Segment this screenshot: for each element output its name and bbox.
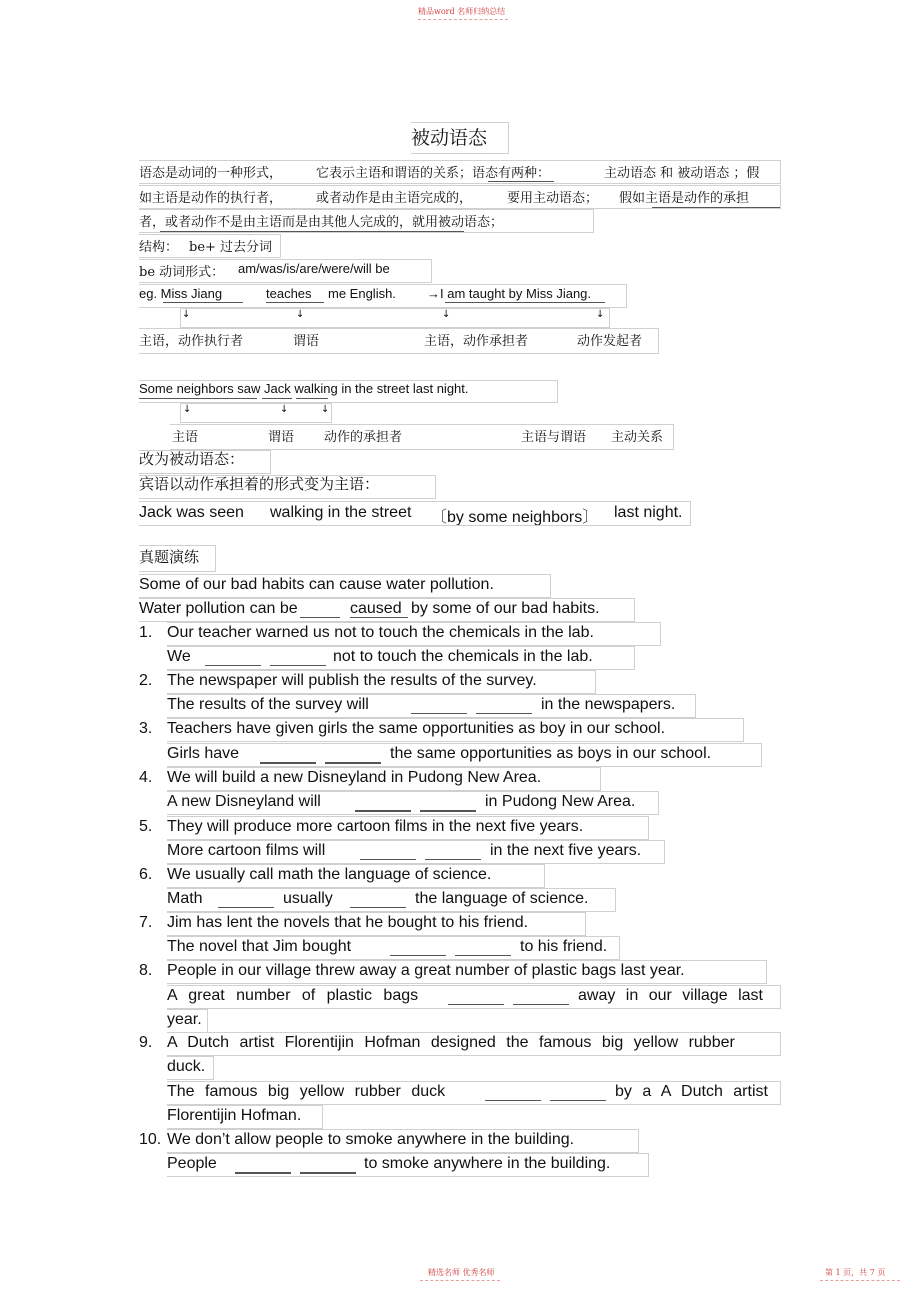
- item-active: Our teacher warned us not to touch the chemicals in the lab.: [167, 624, 594, 641]
- passive-part-1: Jack was seen: [139, 504, 244, 521]
- example2-underline-3: [296, 398, 328, 399]
- answer-blank[interactable]: [485, 1100, 541, 1101]
- answer-blank[interactable]: [205, 665, 261, 666]
- item-passive-start: A great number of plastic bags: [167, 987, 419, 1004]
- item-passive-mid: usually: [283, 890, 333, 907]
- item-passive-end: in the next five years.: [490, 842, 642, 859]
- intro-line1c: 主动语态 和 被动语态 ；假: [604, 166, 760, 181]
- item-passive-end: away in our village last: [578, 987, 763, 1004]
- answer-blank[interactable]: [420, 810, 476, 812]
- item-active: We don’t allow people to smoke anywhere in the building.: [167, 1131, 575, 1148]
- item-passive-end: in the newspapers.: [541, 696, 676, 713]
- page-header: 精品word 名师归纳总结: [418, 7, 506, 16]
- answer-blank[interactable]: [325, 762, 381, 764]
- structure-label: 结构：: [139, 240, 179, 255]
- example2-label-3: 动作的承担者: [324, 430, 403, 445]
- item-active: A Dutch artist Florentijin Hofman designed the famous big yellow rubber: [167, 1034, 735, 1051]
- item-number: 3.: [139, 720, 153, 737]
- example1-subject: eg. Miss Jiang: [139, 286, 223, 301]
- intro-underline-2: [652, 207, 780, 208]
- down-arrow-icon: ↓: [183, 404, 192, 415]
- footer-dash-line: [420, 1280, 500, 1281]
- intro-underline-1: [488, 181, 554, 182]
- item-active: Jim has lent the novels that he bought to his friend.: [167, 914, 529, 931]
- example2-underline-1: [139, 398, 257, 399]
- item-passive-end: the language of science.: [415, 890, 589, 907]
- be-forms: am/was/is/are/were/will be: [238, 261, 390, 276]
- sample-active: Some of our bad habits can cause water pollution.: [139, 576, 494, 593]
- item-passive-start: The novel that Jim bought: [167, 938, 352, 955]
- answer-blank[interactable]: [455, 955, 511, 956]
- answer-blank[interactable]: [390, 955, 446, 956]
- item-passive-end: in Pudong New Area.: [485, 793, 636, 810]
- passive-part-4: last night.: [614, 504, 683, 521]
- practice-heading: 真题演练: [139, 548, 200, 566]
- example2-underline-2: [262, 398, 292, 399]
- page-footer-center: 精选名师 优秀名师: [428, 1268, 495, 1277]
- item-passive-wrap: Florentijin Hofman.: [167, 1107, 302, 1124]
- item-number: 7.: [139, 914, 153, 931]
- item-passive-start: The results of the survey will: [167, 696, 369, 713]
- example1-label-4: 动作发起者: [577, 334, 643, 349]
- item-active: The newspaper will publish the results of the survey.: [167, 672, 537, 689]
- example2-label-2: 谓语: [268, 430, 295, 445]
- structure-formula: be+ 过去分词: [189, 240, 273, 255]
- down-arrow-icon: ↓: [280, 404, 289, 415]
- answer-blank[interactable]: [513, 1004, 569, 1005]
- passive-heading: 改为被动语态：: [139, 450, 245, 468]
- item-passive-start: Math: [167, 890, 203, 907]
- answer-blank[interactable]: [360, 859, 416, 860]
- example1-underline-passive: [445, 302, 605, 303]
- sample-passive-answer: caused: [350, 600, 402, 617]
- answer-blank[interactable]: [550, 1100, 606, 1101]
- example1-underline-verb: [266, 302, 324, 303]
- item-passive-start: More cartoon films will: [167, 842, 326, 859]
- item-active: We will build a new Disneyland in Pudong New Area.: [167, 769, 542, 786]
- example1-label-2: 谓语: [293, 334, 320, 349]
- answer-blank[interactable]: [350, 907, 406, 908]
- intro-underline-3: [160, 231, 464, 232]
- intro-line3: 者，或者动作不是由主语而是由其他人完成的，就用被动语态；: [139, 215, 504, 230]
- down-arrow-icon: ↓: [182, 309, 191, 320]
- example2-label-4: 主语与谓语: [521, 430, 587, 445]
- item-active: Teachers have given girls the same opportunities as boy in our school.: [167, 720, 666, 737]
- example1-passive: →I am taught by Miss Jiang.: [427, 286, 592, 301]
- example1-label-1: 主语，动作执行者: [139, 334, 244, 349]
- example1-object: me English.: [328, 286, 396, 301]
- example1-arrow-box: [180, 308, 610, 328]
- sample-blank-2: [350, 617, 408, 618]
- item-number: 10.: [139, 1131, 162, 1148]
- down-arrow-icon: ↓: [596, 309, 605, 320]
- item-passive-wrap: year.: [167, 1011, 202, 1028]
- example1-underline-subject: [163, 302, 243, 303]
- item-passive-start: We: [167, 648, 191, 665]
- passive-part-3: 〔by some neighbors〕: [431, 509, 599, 526]
- answer-blank[interactable]: [355, 810, 411, 812]
- item-number: 5.: [139, 818, 153, 835]
- sample-passive-1: Water pollution can be: [139, 600, 298, 617]
- down-arrow-icon: ↓: [442, 309, 451, 320]
- sample-blank-1: [300, 617, 340, 618]
- item-active: They will produce more cartoon films in the next five years.: [167, 818, 584, 835]
- item-passive-start: A new Disneyland will: [167, 793, 321, 810]
- footer-dash-line-right: [820, 1280, 900, 1281]
- item-passive-end: to his friend.: [520, 938, 608, 955]
- intro-line2c: 要用主动语态；: [507, 191, 599, 206]
- item-active-wrap: duck.: [167, 1058, 206, 1075]
- item-passive-end: to smoke anywhere in the building.: [364, 1155, 611, 1172]
- example2-arrow-box: [180, 403, 332, 423]
- item-passive-end: not to touch the chemicals in the lab.: [333, 648, 593, 665]
- answer-blank[interactable]: [411, 713, 467, 714]
- passive-rule: 宾语以动作承担着的形式变为主语：: [139, 475, 380, 493]
- item-number: 9.: [139, 1034, 153, 1051]
- answer-blank[interactable]: [218, 907, 274, 908]
- item-number: 4.: [139, 769, 153, 786]
- header-dash-line: [418, 19, 508, 20]
- answer-blank[interactable]: [300, 1172, 356, 1174]
- answer-blank[interactable]: [425, 859, 481, 860]
- item-number: 8.: [139, 962, 153, 979]
- example1-label-3: 主语，动作承担者: [424, 334, 529, 349]
- example2-label-1: 主语: [172, 430, 199, 445]
- item-passive-end: the same opportunities as boys in our school.: [390, 745, 712, 762]
- answer-blank[interactable]: [448, 1004, 504, 1005]
- answer-blank[interactable]: [476, 713, 532, 714]
- item-passive-start: The famous big yellow rubber duck: [167, 1083, 446, 1100]
- item-passive-end: by a A Dutch artist: [615, 1083, 768, 1100]
- be-forms-label: be 动词形式：: [139, 265, 225, 280]
- intro-line2d: 假如主语是动作的承担: [619, 191, 750, 206]
- answer-blank[interactable]: [270, 665, 326, 666]
- page-number: 第 1 页，共 7 页: [825, 1268, 886, 1277]
- intro-line1a: 语态是动词的一种形式，: [139, 166, 283, 181]
- item-number: 6.: [139, 866, 153, 883]
- example1-verb: teaches: [266, 286, 312, 301]
- answer-blank[interactable]: [235, 1172, 291, 1174]
- item-active: People in our village threw away a great number of plastic bags last year.: [167, 962, 685, 979]
- page-title: 被动语态: [411, 127, 488, 149]
- intro-line1b: 它表示主语和谓语的关系；语态有两种：: [316, 166, 551, 181]
- example2-label-5: 主动关系: [611, 430, 664, 445]
- sample-passive-rest: by some of our bad habits.: [411, 600, 600, 617]
- down-arrow-icon: ↓: [321, 404, 330, 415]
- answer-blank[interactable]: [260, 762, 316, 764]
- item-number: 2.: [139, 672, 153, 689]
- item-passive-start: People: [167, 1155, 217, 1172]
- example2-labels-box: [170, 424, 674, 450]
- intro-line2a: 如主语是动作的执行者，: [139, 191, 283, 206]
- item-passive-start: Girls have: [167, 745, 240, 762]
- item-number: 1.: [139, 624, 153, 641]
- example2-sentence: Some neighbors saw Jack walking in the street last night.: [139, 381, 469, 396]
- down-arrow-icon: ↓: [296, 309, 305, 320]
- intro-line2b: 或者动作是由主语完成的，: [316, 191, 473, 206]
- passive-part-2: walking in the street: [270, 504, 412, 521]
- item-active: We usually call math the language of science.: [167, 866, 492, 883]
